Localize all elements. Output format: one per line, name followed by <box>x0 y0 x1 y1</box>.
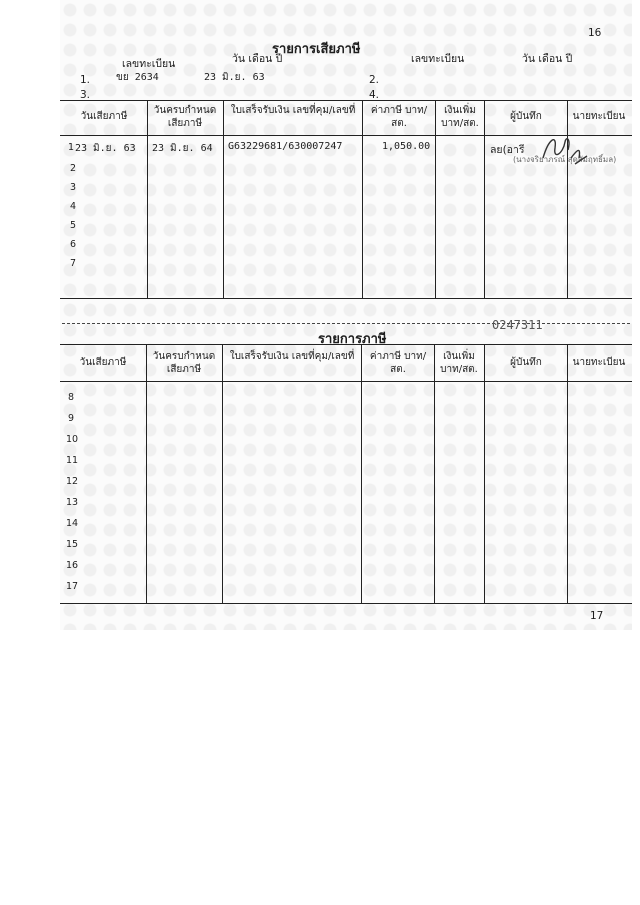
row-number: 6 <box>70 239 77 250</box>
date-header-left: วัน เดือน ปี <box>232 53 283 65</box>
row-number: 16 <box>66 560 79 571</box>
page-number-bottom: 17 <box>590 610 604 622</box>
column-header-due-date: วันครบกำหนด เสียภาษี <box>153 105 217 129</box>
date-header-right: วัน เดือน ปี <box>522 53 573 65</box>
entry-date: 23 มิ.ย. 63 <box>204 72 265 83</box>
row-number: 13 <box>66 497 79 508</box>
column-header-receipt: ใบเสร็จรับเงิน เลขที่คุม/เลขที่ <box>230 105 356 116</box>
column-divider <box>435 100 436 298</box>
column-divider <box>484 100 485 298</box>
row-number: 14 <box>66 518 79 529</box>
entry-number: 3. <box>80 89 91 101</box>
column-divider <box>147 100 148 298</box>
table-border <box>60 298 632 299</box>
page-number-top: 16 <box>588 27 602 39</box>
row-tax-date: 23 มิ.ย. 63 <box>75 143 136 154</box>
column-header-registrar: นายทะเบียน <box>572 111 626 122</box>
table-border <box>60 603 632 604</box>
row-number: 9 <box>68 413 75 424</box>
row-receipt-number: G63229681/630007247 <box>228 141 343 152</box>
row-number: 1 <box>68 142 75 153</box>
row-number: 3 <box>70 182 77 193</box>
entry-number: 1. <box>80 74 91 86</box>
section-title-tax-items: รายการภาษี <box>318 332 387 347</box>
row-number: 12 <box>66 476 79 487</box>
row-number: 11 <box>66 455 79 466</box>
row-due-date: 23 มิ.ย. 64 <box>152 143 213 154</box>
row-number: 2 <box>70 163 77 174</box>
column-header-surcharge: เงินเพิ่ม บาท/สต. <box>441 105 479 129</box>
entry-registration: ขย 2634 <box>116 72 159 83</box>
row-number: 10 <box>66 434 79 445</box>
column-header-tax-date: วันเสียภาษี <box>79 357 127 368</box>
serial-number: 0247311 <box>492 318 543 332</box>
column-header-tax-amount: ค่าภาษี บาท/สต. <box>369 351 427 375</box>
section-title-tax-payments: รายการเสียภาษี <box>272 42 361 57</box>
column-header-surcharge: เงินเพิ่ม บาท/สต. <box>440 351 478 375</box>
recorder-stamp-note: (นางจริยาภรณ์ สุดสัมฤทธิ์มล) <box>513 155 617 164</box>
row-number: 5 <box>70 220 77 231</box>
column-header-receipt: ใบเสร็จรับเงิน เลขที่คุม/เลขที่ <box>229 351 355 362</box>
row-number: 17 <box>66 581 79 592</box>
column-divider <box>362 100 363 298</box>
table-border <box>60 100 632 101</box>
column-header-tax-date: วันเสียภาษี <box>80 111 128 122</box>
column-divider <box>361 344 362 603</box>
column-header-recorder: ผู้บันทึก <box>510 357 542 368</box>
column-divider <box>434 344 435 603</box>
column-header-registrar: นายทะเบียน <box>572 357 626 368</box>
registration-header-right: เลขทะเบียน <box>411 53 465 65</box>
column-divider <box>484 344 485 603</box>
column-divider <box>222 344 223 603</box>
row-tax-amount: 1,050.00 <box>382 141 431 152</box>
row-number: 7 <box>70 258 77 269</box>
row-number: 4 <box>70 201 77 212</box>
signature-mark <box>535 128 595 168</box>
column-header-due-date: วันครบกำหนด เสียภาษี <box>152 351 216 375</box>
registration-header-left: เลขทะเบียน <box>122 58 176 70</box>
row-number: 8 <box>68 392 75 403</box>
column-header-tax-amount: ค่าภาษี บาท/สต. <box>370 105 428 129</box>
entry-number: 2. <box>369 74 380 86</box>
row-recorder: ลย(อารี <box>490 144 525 156</box>
row-number: 15 <box>66 539 79 550</box>
entry-number: 4. <box>369 89 380 101</box>
column-divider <box>223 100 224 298</box>
column-divider <box>146 344 147 603</box>
column-divider <box>567 344 568 603</box>
column-header-recorder: ผู้บันทึก <box>510 111 542 122</box>
cut-line <box>62 323 630 324</box>
